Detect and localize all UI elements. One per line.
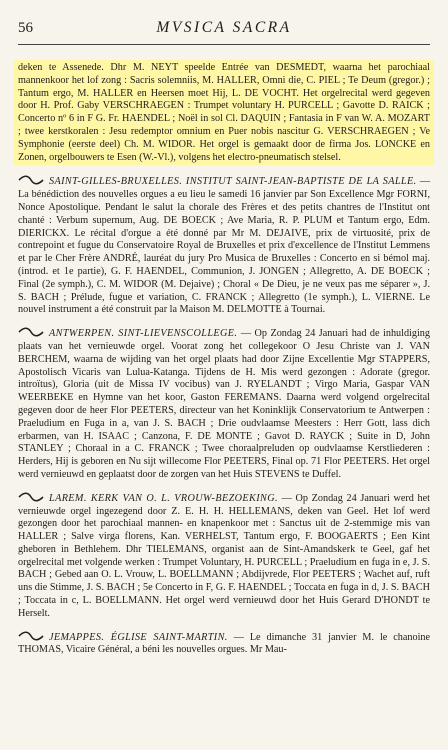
section-heading: ANTWERPEN. SINT-LIEVENSCOLLEGE. (49, 328, 238, 340)
highlighted-paragraph: deken te Assenede. Dhr M. NEYT speelde Entrée van DESMEDT, waarna het parochiaal mannenkoor het lof zong : Sacris solemniis, M. HALLER, Omni die, C. PIEL ; Te Deum (gregor.) ; Tantum ergo, M. HALLER en Heersen moet Hij, L. DE VOCHT. Het orgelrecital werd gegeven door H. Prof. Gaby VERSCHRAEGEN : Trumpet voluntary H. PURCELL ; Gavotte D. RAICK ; Concerto nº 6 in F G. Fr. HAENDEL ; Noël in sol Cl. DAQUIN ; Fantasia in F van W. A. MOZART ; twee kerstkoralen : Jesu redemptor omnium en Puer nobis nascitur G. VERSCHRAEGEN ; Ve Symphonie (eerste deel) Ch. M. WIDOR. Het orgel is gemaakt door de firma Jos. LONCKE en Zonen, orgelbouwers te Esen (W.-Vl.), volgens het electro-pneumatisch stelsel. (14, 60, 434, 165)
page-header (18, 18, 430, 40)
fleuron-ornament-icon (18, 631, 44, 641)
fleuron-ornament-icon (18, 327, 44, 337)
section-heading: SAINT-GILLES-BRUXELLES. INSTITUT SAINT-JEAN-BAPTISTE DE LA SALLE. (49, 176, 417, 188)
section-antwerpen (18, 327, 430, 482)
section-text: — La bénédiction des nouvelles orgues a eu lieu le samedi 16 janvier par Son Excellence Mgr FORNI, Nonce Apostolique. Pendant le salut la chorale des Frères et des petits chantres de l'Institut ont chanté : Verbum supernum, Aug. DE BOECK ; Ave Maria, R. P. PLUM et Tantum ergo, Edm. DIERICKX. Le récital d'orgue a été donné par Mr M. DEJAIVE, prix de virtuosité, prix de contrepoint et fugue du Conservatoire Royal de Bruxelles et prix d'excellence de l'Institut Lemmens et par le Cher Frère ANDRÉ, lauréat du jury Pro Musica de Bruxelles : Concerto en si bémol maj. (introd. et 1e partie), G. F. HAENDEL, Communion, J. JONGEN ; Allegretto, A. DE BOECK ; Final (2e symph.), C. M. WIDOR (M. Dejaive) ; Choral « De Dieu, je ne veux pas me séparer », J. S. BACH ; Prélude, fugue et variation, C. FRANCK ; Allegretto (1e symph.), L. VIERNE. Le nouvel instrument a été construit par la Maison M. DELMOTTE à Tournai. (18, 176, 430, 316)
section-heading: LAREM. KERK VAN O. L. VROUW-BEZOEKING. (49, 492, 278, 504)
running-head: MVSICA SACRA (156, 19, 292, 36)
article-body (18, 60, 430, 657)
section-text: — Op Zondag 24 Januari werd het vernieuwde orgel ingezegend door Z. E. H. H. HELLEMANS, deken van Geel. Het lof werd gezongen door het parochiaal mannen- en knapenkoor met : Sanctus uit de 2-stemmige mis van HALLER ; Salve virga florens, Kan. VERHELST, Tantum ergo, F. BOOGAERTS ; Een Kint gheboren in Bethlehem. Dhr TIELEMANS, organist aan de Sint-Amandskerk te Geel, gaf het orgelrecital met volgende werken : Trumpet Voluntary, H. PURCELL ; Praeludium en fuga in e, J. S. BACH ; Gebed aan O. L. Vrouw, L. BOELLMANN ; Abdijvrede, Flor PEETERS ; Wachet auf, ruft uns die Stimme, J. S. BACH ; 5e Concerto in F, G. F. HAENDEL ; Toccata en fuga in d, J. S. BACH ; Toccata in c, L. BOELLMANN. Het orgel werd vernieuwd door het Huis Gerard D'HONDT te Herselt. (18, 492, 430, 619)
header-rule (18, 44, 430, 45)
section-text: — Op Zondag 24 Januari had de inhuldiging plaats van het vernieuwde orgel. Voorat zong het collegekoor O Jesu Christe van J. VAN BERCHEM, waarna de wijding van het orgel plaats had door Zijne Excellentie Mgr STAPPERS, Apostolisch Vicaris van Lulua-Katanga. Tijdens de H. Mis werd gezongen : Adorate (gregor. introïtus), Gloria (uit de Missa IV vocibus) van J. RYELANDT ; Virgo Maria, Gaspar VAN WEERBEKE en Hymne van het koor, Gaston FEREMANS. Daarna werd volgend orgelrecital gegeven door de heer Flor PEETERS, directeur van het Koninklijk Conservatorium te Antwerpen : Praeludium en Fuga in a, van J. S. BACH ; Drie oudvlaamse Meesters : Herr Gott, lass dich erbarmen, van H. ISAAC ; Canzona, F. DE MONTE ; Gavot D. RAYCK ; Suite in D, John STANLEY ; Choraal in a C. FRANCK ; Twee choraalpreluden op oudvlaamse Kerstliederen : Herders, Hij is geboren en Nu sijt willecome Flor PEETERS, Final op. 71 Flor PEETERS. Het orgel werd vernieuwd en geplaatst door de zorgen van het Huis STEVENS te Duffel. (18, 328, 430, 480)
section-text: — Le dimanche 31 janvier M. le chanoine THOMAS, Vicaire Général, a béni les nouvelles orgues. Mr Mau- (18, 631, 431, 656)
section-saint-gilles (18, 175, 430, 317)
fleuron-ornament-icon (18, 175, 44, 185)
section-larem (18, 492, 430, 621)
section-heading: JEMAPPES. ÉGLISE SAINT-MARTIN. (49, 631, 228, 643)
page-number: 56 (18, 20, 33, 36)
fleuron-ornament-icon (18, 492, 44, 502)
section-jemappes (18, 631, 430, 658)
